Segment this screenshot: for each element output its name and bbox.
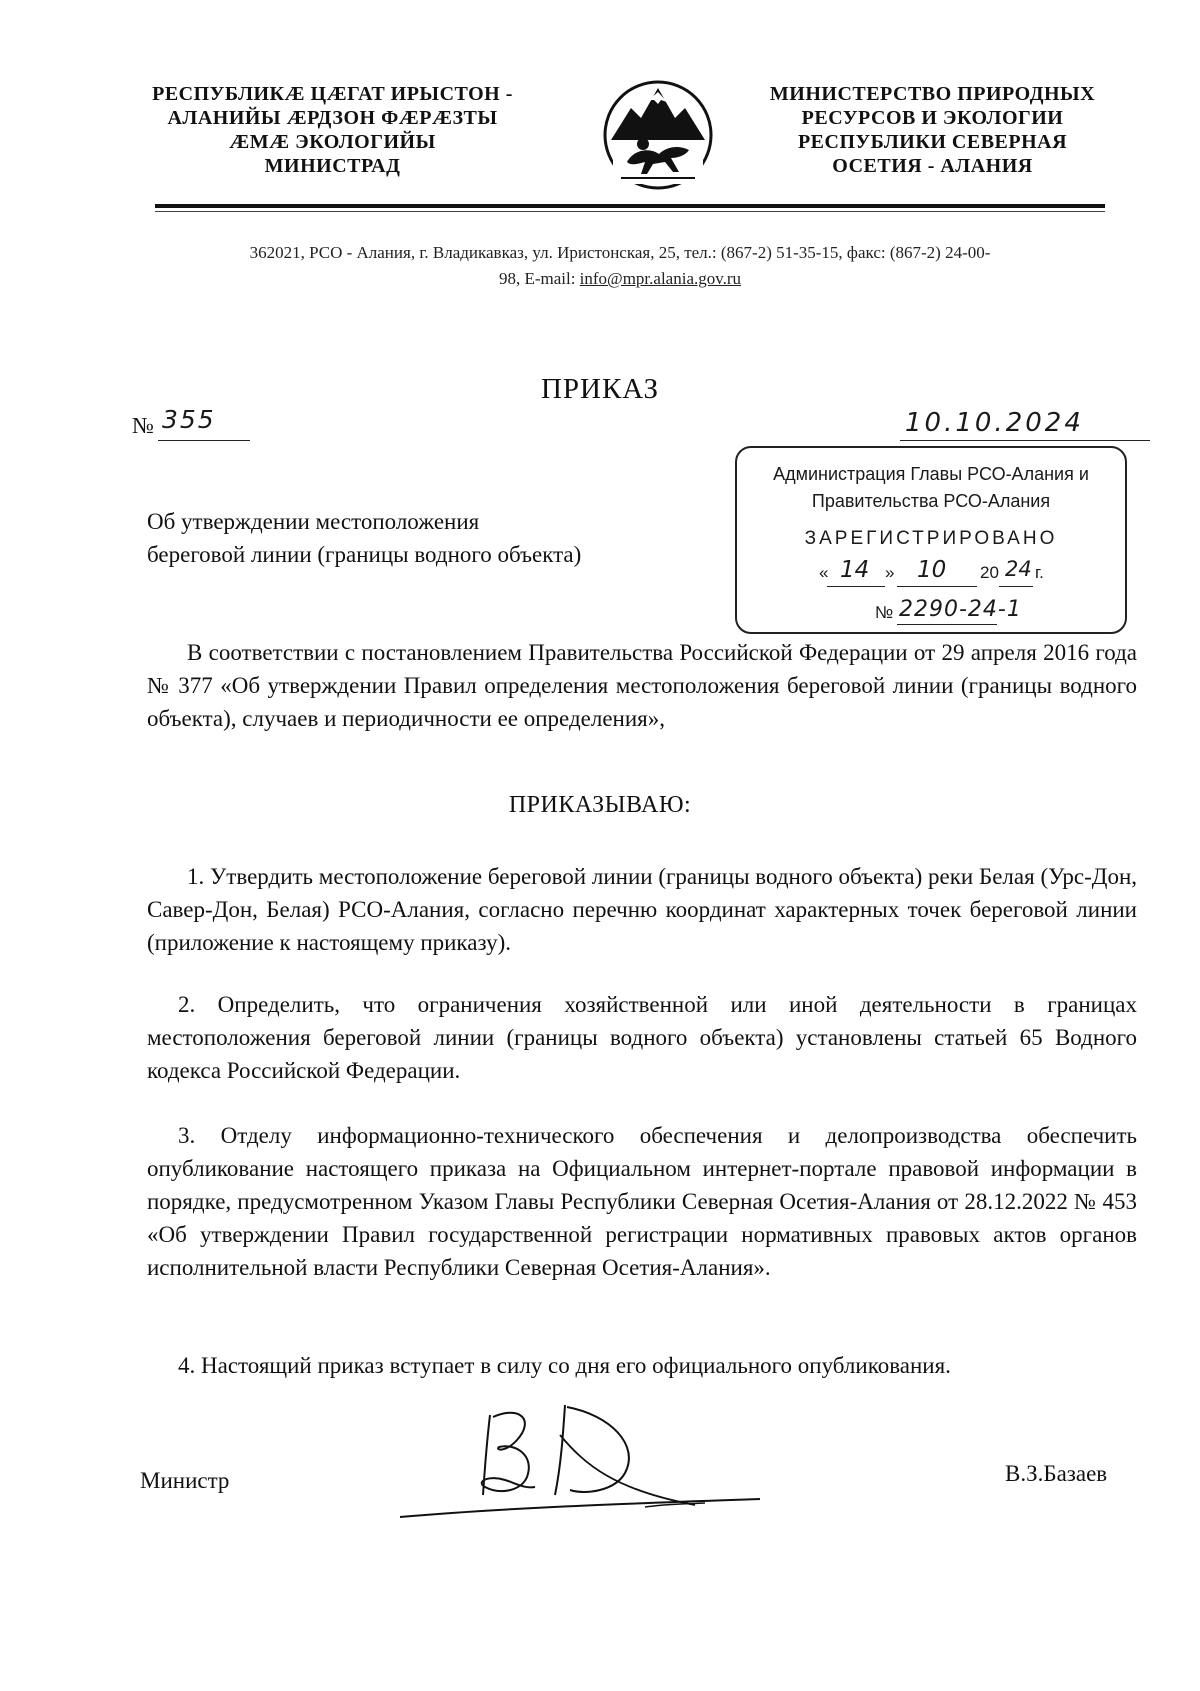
stamp-date-close-quote: »	[885, 563, 895, 582]
header-divider-thin	[155, 211, 1105, 212]
stamp-authority-line: Администрация Главы РСО-Алания и	[773, 464, 1089, 484]
signatory-position: Министр	[140, 1468, 230, 1493]
stamp-number: 2290-24-1	[899, 597, 1022, 622]
header-right-line: РЕСУРСОВ И ЭКОЛОГИИ	[801, 107, 1064, 129]
stamp-year-underline	[999, 586, 1033, 587]
order-number: 355	[162, 405, 216, 434]
order-date-underline	[900, 440, 1150, 441]
stamp-day-underline	[827, 586, 885, 587]
order-item-4: 4. Настоящий приказ вступает в силу со дня его официального опубликования.	[178, 1353, 951, 1378]
subject-line: Об утверждении местоположения	[147, 509, 480, 534]
stamp-number-label: №	[875, 603, 894, 622]
coat-of-arms-icon	[601, 78, 715, 192]
address-email-prefix: 98, E-mail:	[498, 269, 580, 288]
handwritten-signature	[395, 1395, 765, 1525]
email-link[interactable]: info@mpr.alania.gov.ru	[579, 269, 742, 288]
stamp-day: 14	[840, 557, 870, 583]
order-item-2: 2. Определить, что ограничения хозяйственной или иной деятельности в границах местоположения береговой линии (границы водного объекта) установлены статьей 65 Водного кодекса Российской Федерации.	[147, 992, 1137, 1083]
header-right-line: РЕСПУБЛИКИ СЕВЕРНАЯ	[797, 131, 1068, 153]
document-title: ПРИКАЗ	[540, 373, 660, 405]
order-date: 10.10.2024	[905, 408, 1084, 438]
order-subject	[147, 505, 581, 571]
address-line: 362021, РСО - Алания, г. Владикавказ, ул. Иристонская, 25, тел.: (867-2) 51-35-15, факс: (867-2) 24-00-	[249, 243, 991, 262]
signatory-name: В.З.Базаев	[1005, 1461, 1108, 1486]
contact-address	[125, 240, 1115, 292]
header-left-title	[120, 82, 545, 178]
header-divider	[155, 204, 1105, 208]
header-right-line: МИНИСТЕРСТВО ПРИРОДНЫХ	[769, 83, 1096, 105]
stamp-year-prefix: 20	[980, 563, 999, 582]
header-left-line: МИНИСТРАД	[264, 155, 401, 177]
orders-heading: ПРИКАЗЫВАЮ:	[508, 792, 692, 818]
address-line-2	[125, 266, 1115, 292]
order-item-3: 3. Отделу информационно-технического обеспечения и делопроизводства обеспечить опубликование настоящего приказа на Официальном интернет-портале правовой информации в порядке, предусмотренном Указом Главы Республики Северная Осетия-Алания от 28.12.2022 № 453 «Об утверждении Правил государственной регистрации нормативных правовых актов органов исполнительной власти Республики Северная Осетия-Алания».	[147, 1123, 1137, 1280]
stamp-month: 10	[917, 557, 947, 583]
stamp-month-underline	[897, 586, 977, 587]
registration-stamp	[735, 446, 1127, 634]
stamp-year: 24	[1005, 557, 1032, 581]
order-item-1: 1. Утвердить местоположение береговой линии (границы водного объекта) реки Белая (Урс-Дон, Савер-Дон, Белая) РСО-Алания, согласно перечню координат характерных точек береговой линии (приложение к настоящему приказу).	[147, 864, 1137, 955]
header-left-line: РЕСПУБЛИКÆ ЦÆГАТ ИРЫСТОН -	[152, 83, 513, 105]
header-right-title	[755, 82, 1110, 178]
header-right-line: ОСЕТИЯ - АЛАНИЯ	[832, 155, 1033, 177]
stamp-authority-line-2: Правительства РСО-Алания	[811, 491, 1051, 511]
stamp-date-open-quote: «	[819, 563, 829, 582]
header-left-line: ÆМÆ ЭКОЛОГИЙЫ	[229, 131, 436, 153]
order-number-underline	[158, 440, 250, 441]
header-left-line: АЛАНИЙЫ ÆРДЗОН ФÆРÆЗТЫ	[167, 107, 498, 129]
order-number-label: №	[132, 413, 154, 438]
stamp-registered: ЗАРЕГИСТРИРОВАНО	[804, 528, 1058, 549]
stamp-year-end: г.	[1035, 563, 1044, 582]
stamp-number-underline	[897, 624, 997, 625]
preamble-paragraph: В соответствии с постановлением Правительства Российской Федерации от 29 апреля 2016 года № 377 «Об утверждении Правил определения местоположения береговой линии (границы водного объекта), случаев и периодичности ее определения»,	[147, 640, 1137, 731]
subject-line: береговой линии (границы водного объекта)	[147, 542, 582, 567]
